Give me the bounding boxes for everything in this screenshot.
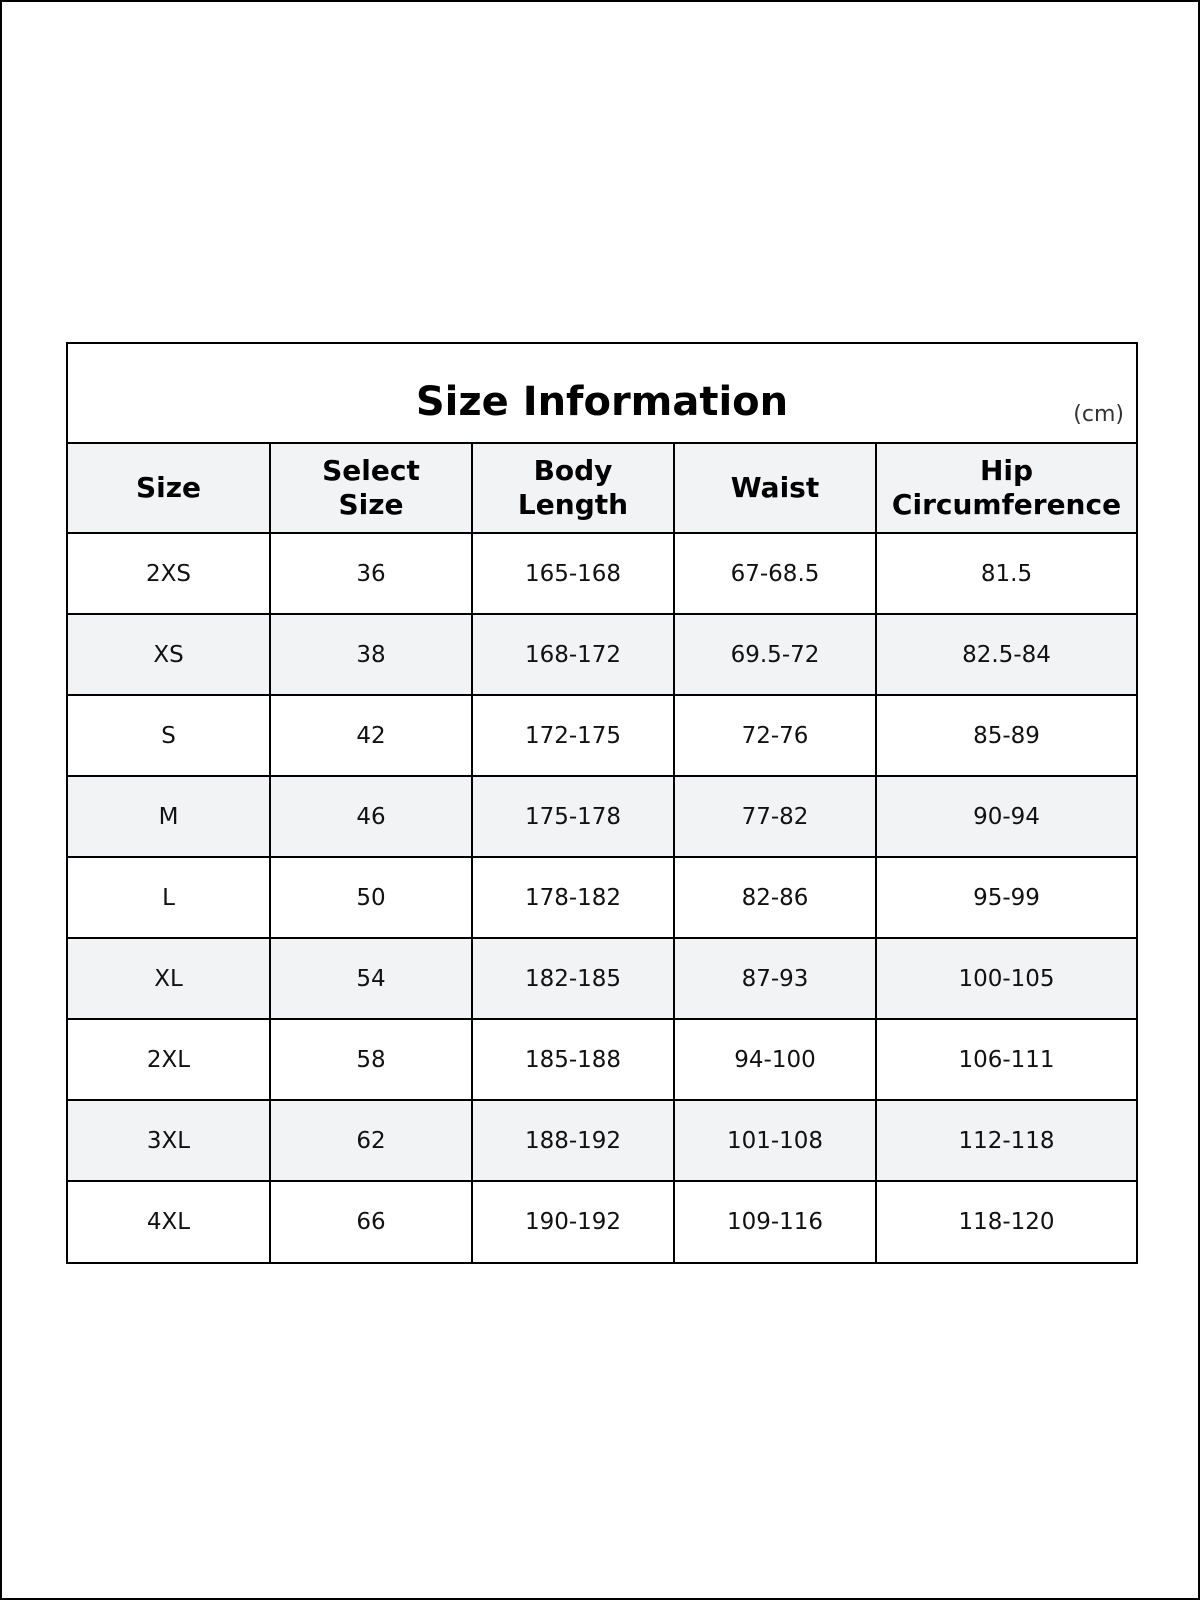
- size-cell: 4XL: [68, 1181, 270, 1262]
- table-row: [68, 695, 1136, 776]
- body-length-cell: 168-172: [472, 614, 674, 695]
- hip-circumference-cell: 81.5: [876, 533, 1136, 614]
- body-length-cell: 182-185: [472, 938, 674, 1019]
- hip-circumference-cell: 118-120: [958, 1209, 1055, 1235]
- select-size-cell: 50: [270, 857, 472, 938]
- size-cell: L: [68, 857, 270, 938]
- select-size-cell: 36: [270, 533, 472, 614]
- waist-cell: 87-93: [674, 938, 876, 1019]
- body-length-cell: 185-188: [472, 1019, 674, 1100]
- header-waist: Waist: [674, 444, 876, 533]
- table-row: [68, 1100, 1136, 1181]
- body-length-cell: 175-178: [472, 776, 674, 857]
- header-row: [68, 444, 1136, 533]
- table-body: [68, 533, 1136, 1262]
- select-size-cell: 38: [270, 614, 472, 695]
- waist-cell: 67-68.5: [674, 533, 876, 614]
- size-cell: 2XL: [68, 1019, 270, 1100]
- size-cell: S: [68, 695, 270, 776]
- select-size-cell: 58: [270, 1019, 472, 1100]
- size-cell: XL: [68, 938, 270, 1019]
- select-size-cell: 42: [270, 695, 472, 776]
- waist-cell: 109-116: [674, 1181, 876, 1262]
- waist-cell: 82-86: [674, 857, 876, 938]
- waist-cell: 69.5-72: [674, 614, 876, 695]
- waist-cell: 77-82: [674, 776, 876, 857]
- size-cell: 2XS: [68, 533, 270, 614]
- header-size: Size: [68, 444, 270, 533]
- hip-circumference-cell: 90-94: [876, 776, 1136, 857]
- waist-cell: 94-100: [674, 1019, 876, 1100]
- header-hip-circumference: Hip Circumference: [876, 444, 1136, 533]
- body-length-cell: 190-192: [472, 1181, 674, 1262]
- table-row: [68, 857, 1136, 938]
- hip-circumference-cell: 100-105: [876, 938, 1136, 1019]
- header-body-length: Body Length: [472, 444, 674, 533]
- table-header: [68, 444, 1136, 533]
- size-table: [68, 444, 1136, 1262]
- hip-circumference-cell: 95-99: [876, 857, 1136, 938]
- header-select-size: Select Size: [270, 444, 472, 533]
- table-row: [68, 938, 1136, 1019]
- select-size-cell: 66: [270, 1181, 472, 1262]
- hip-circumference-cell: 112-118: [876, 1100, 1136, 1181]
- body-length-cell: 172-175: [472, 695, 674, 776]
- title-row: [68, 344, 1136, 444]
- size-cell: 3XL: [68, 1100, 270, 1181]
- body-length-cell: 188-192: [472, 1100, 674, 1181]
- table-row: [68, 1019, 1136, 1100]
- body-length-cell: 165-168: [472, 533, 674, 614]
- table-row: [68, 614, 1136, 695]
- waist-cell: 101-108: [674, 1100, 876, 1181]
- table-row: [68, 533, 1136, 614]
- hip-circumference-cell: 85-89: [876, 695, 1136, 776]
- chart-title: Size Information: [415, 379, 789, 425]
- select-size-cell: 62: [270, 1100, 472, 1181]
- waist-cell: 72-76: [674, 695, 876, 776]
- size-chart: [66, 342, 1138, 1264]
- size-cell: XS: [68, 614, 270, 695]
- table-row: [68, 776, 1136, 857]
- hip-circumference-cell: 106-111: [876, 1019, 1136, 1100]
- hip-circumference-cell: 82.5-84: [876, 614, 1136, 695]
- select-size-cell: 54: [270, 938, 472, 1019]
- body-length-cell: 178-182: [472, 857, 674, 938]
- select-size-cell: 46: [270, 776, 472, 857]
- unit-label: (cm): [1073, 402, 1124, 427]
- table-row: [68, 1181, 1136, 1262]
- size-cell: M: [68, 776, 270, 857]
